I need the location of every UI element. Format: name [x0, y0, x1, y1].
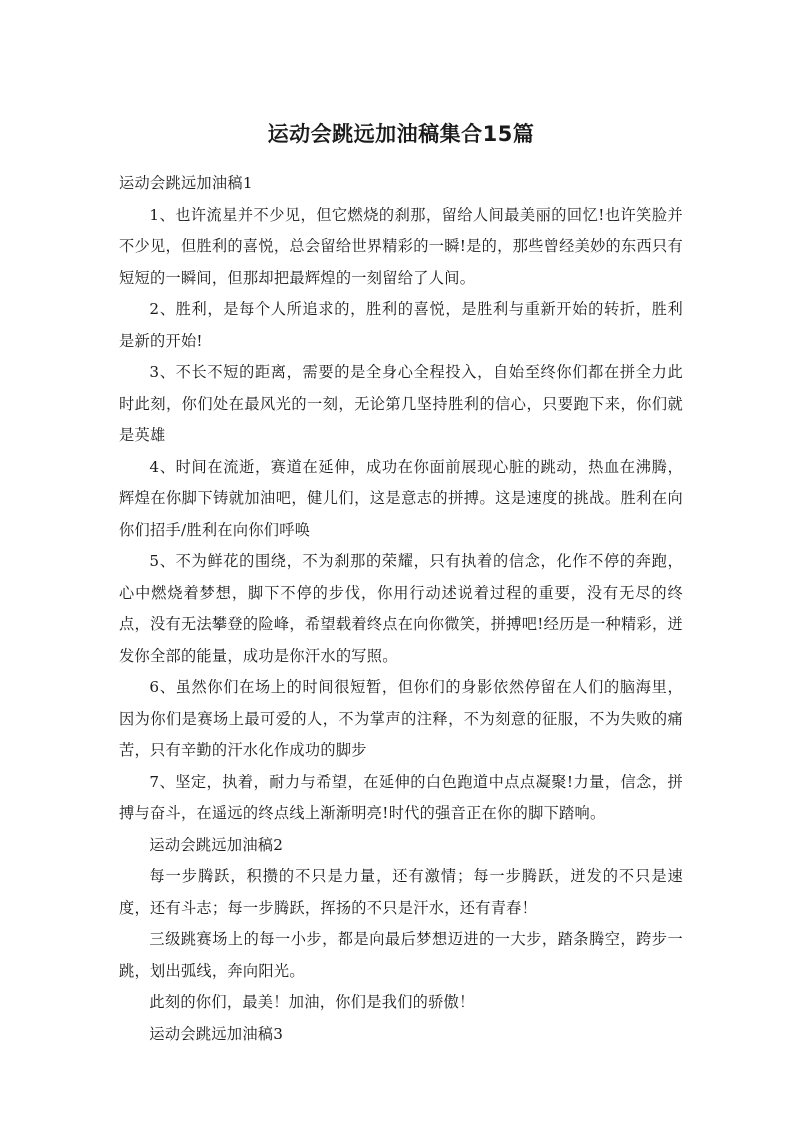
paragraph: 每一步腾跃，积攒的不只是力量，还有激情；每一步腾跃，迸发的不只是速度，还有斗志；每一步腾跃，挥扬的不只是汗水，还有青春！: [119, 867, 683, 917]
paragraph: 3、不长不短的距离，需要的是全身心全程投入，自始至终你们都在拼全力此时此刻，你们处在最风光的一刻，无论第几坚持胜利的信心，只要跑下来，你们就是英雄: [119, 363, 683, 444]
document-title: 运动会跳远加油稿集合15篇: [267, 122, 535, 146]
section-heading-2: 运动会跳远加油稿2: [149, 835, 284, 854]
paragraph: 三级跳赛场上的每一小步，都是向最后梦想迈进的一大步，踏条腾空，跨步一跳，划出弧线，奔向阳光。: [119, 930, 683, 980]
paragraph: 6、虽然你们在场上的时间很短暂，但你们的身影依然停留在人们的脑海里，因为你们是赛场上最可爱的人，不为掌声的注释，不为刻意的征服，不为失败的痛苦，只有辛勤的汗水化作成功的脚步: [119, 678, 683, 759]
paragraph: 5、不为鲜花的围绕，不为刹那的荣耀，只有执着的信念，化作不停的奔跑，心中燃烧着梦想，脚下不停的步伐，你用行动述说着过程的重要，没有无尽的终点，没有无法攀登的险峰，希望载着终点在向你微笑，拼搏吧!经历是一种精彩，迸发你全部的能量，成功是你汗水的写照。: [119, 552, 683, 665]
paragraph: 1、也许流星并不少见，但它燃烧的刹那，留给人间最美丽的回忆!也许笑脸并不少见，但胜利的喜悦，总会留给世界精彩的一瞬!是的，那些曾经美妙的东西只有短短的一瞬间，但那却把最辉煌的一刻留给了人间。: [119, 205, 683, 287]
section-heading-3: 运动会跳远加油稿3: [149, 1024, 284, 1043]
document-page: [119, 120, 683, 1050]
paragraph: 4、时间在流逝，赛道在延伸，成功在你面前展现心脏的跳动，热血在沸腾，辉煌在你脚下铸就加油吧，健儿们，这是意志的拼搏。这是速度的挑战。胜利在向你们招手/胜利在向你们呼唤: [119, 457, 683, 539]
section-heading-1: 运动会跳远加油稿1: [119, 174, 253, 192]
paragraph: 此刻的你们，最美！加油，你们是我们的骄傲！: [149, 993, 475, 1011]
paragraph: 7、坚定，执着，耐力与希望，在延伸的白色跑道中点点凝聚!力量，信念，拼搏与奋斗，在遥远的终点线上渐渐明亮!时代的强音正在你的脚下踏响。: [119, 772, 683, 822]
paragraph: 2、胜利，是每个人所追求的，胜利的喜悦，是胜利与重新开始的转折，胜利是新的开始!: [119, 300, 683, 350]
